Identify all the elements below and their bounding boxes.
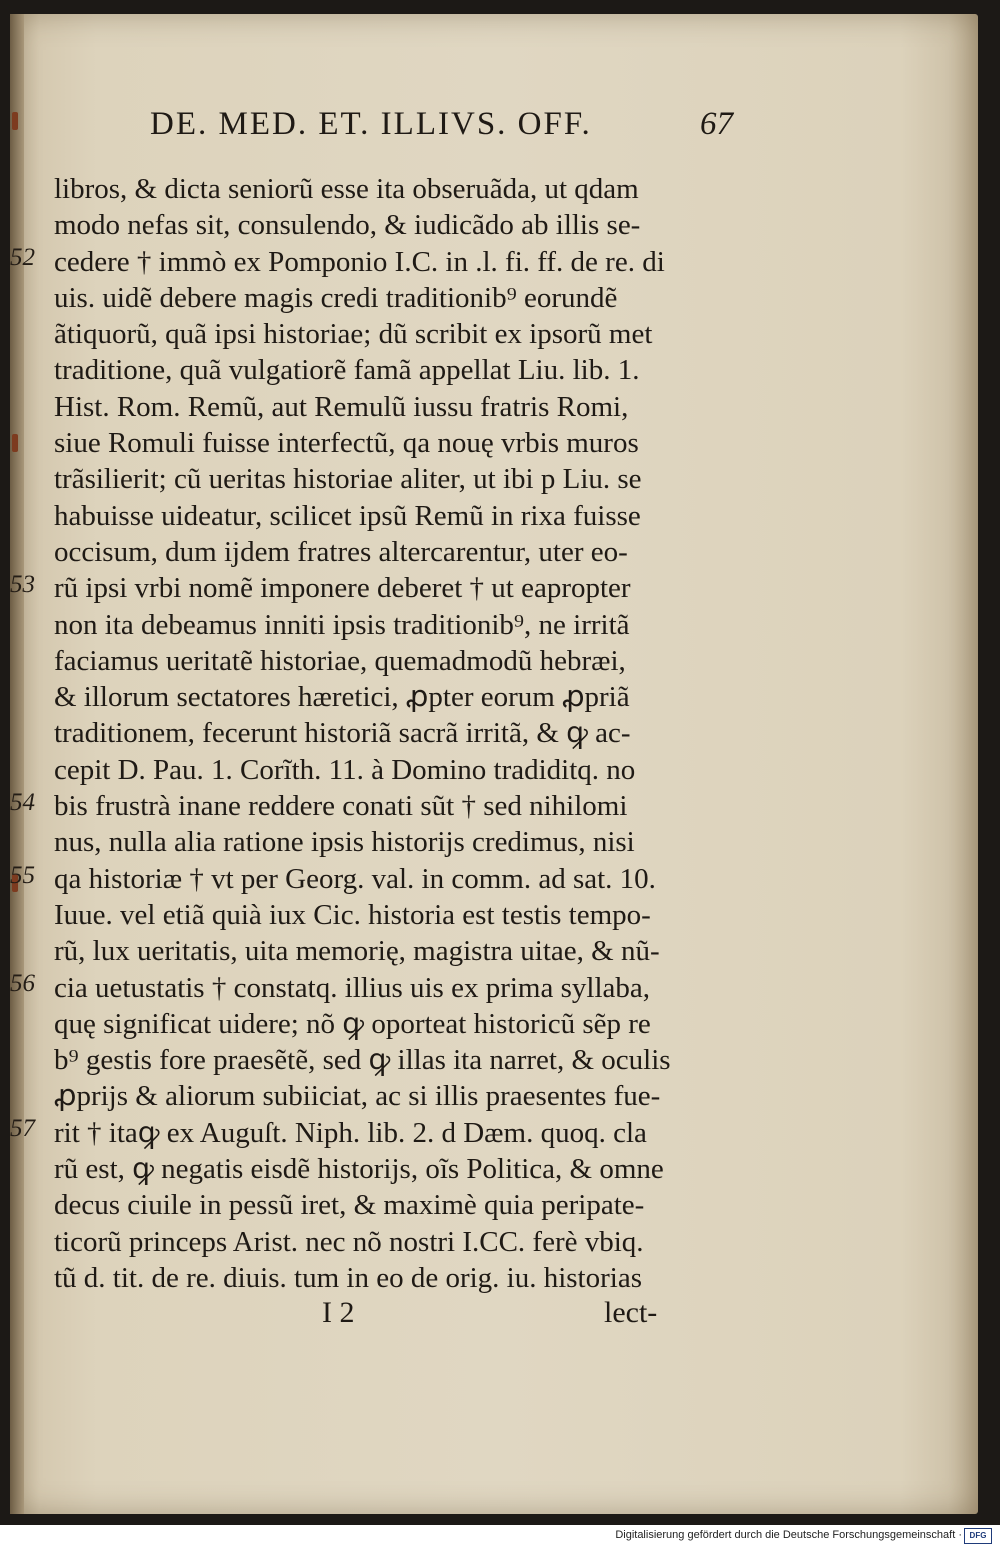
margin-number: 56 xyxy=(10,970,35,997)
text-line: rũ ipsi vrbi nomẽ imponere deberet † ut eapropter xyxy=(54,572,631,605)
text-line: qa historiæ † vt per Georg. val. in comm. ad sat. 10. xyxy=(54,862,656,895)
text-line: cedere † immò ex Pomponio I.C. in .l. fi. ff. de re. di xyxy=(54,245,665,278)
footer-bar xyxy=(0,1525,1000,1546)
text-line: occisum, dum ijdem fratres altercarentur, uter eo- xyxy=(54,535,628,568)
margin-number: 55 xyxy=(10,862,35,889)
signature-mark: I 2 xyxy=(322,1296,355,1329)
text-line: trãsilierit; cũ ueritas historiae aliter, ut ibi p Liu. se xyxy=(54,463,642,496)
text-line: rũ, lux ueritatis, uita memorię, magistra uitae, & nũ- xyxy=(54,935,660,968)
text-line: ticorũ princeps Arist. nec nõ nostri I.CC. ferè vbiq. xyxy=(54,1225,644,1258)
text-line: Iuue. vel etiã quià iux Cic. historia est testis tempo- xyxy=(54,898,651,931)
text-line: habuisse uideatur, scilicet ipsũ Remũ in rixa fuisse xyxy=(54,499,641,532)
text-line: ãtiquorũ, quã ipsi historiae; dũ scribit ex ipsorũ met xyxy=(54,318,653,351)
text-line: traditione, quã vulgatiorẽ famã appellat Liu. lib. 1. xyxy=(54,354,640,387)
book-page xyxy=(10,14,978,1514)
binding-thread xyxy=(12,434,18,452)
text-line: cepit D. Pau. 1. Corĩth. 11. à Domino tradiditq. no xyxy=(54,753,636,786)
body-text xyxy=(54,171,794,1296)
text-line: uis. uidẽ debere magis credi traditionib⁹ eorundẽ xyxy=(54,281,618,314)
binding-thread xyxy=(12,112,18,130)
text-line: faciamus ueritatẽ historiae, quemadmodũ hebræi, xyxy=(54,644,626,677)
text-line: libros, & dicta seniorũ esse ita obseruãda, ut qdam xyxy=(54,173,639,205)
text-line: non ita debeamus inniti ipsis traditionib⁹, ne irritã xyxy=(54,608,630,641)
text-line: siue Romuli fuisse interfectũ, qa nouę vrbis muros xyxy=(54,427,639,460)
text-line: traditionem, fecerunt historiã sacrã irritã, & ꝙ ac- xyxy=(54,717,631,750)
text-line: modo nefas sit, consulendo, & iudicãdo ab illis se- xyxy=(54,209,641,242)
running-head: DE. MED. ET. ILLIVS. OFF. xyxy=(150,106,592,142)
text-line: b⁹ gestis fore praesẽtẽ, sed ꝙ illas ita narret, & oculis xyxy=(54,1044,671,1077)
text-line: quę significat uidere; nõ ꝙ oporteat historicũ sẽp re xyxy=(54,1007,651,1040)
margin-number: 54 xyxy=(10,789,35,816)
text-line: & illorum sectatores hæretici, ꝓpter eorum ꝓpriã xyxy=(54,681,630,714)
catchword: lect- xyxy=(604,1296,658,1329)
margin-number: 57 xyxy=(10,1115,35,1142)
text-line: rũ est, ꝙ negatis eisdẽ historijs, oĩs Politica, & omne xyxy=(54,1153,664,1186)
margin-number: 52 xyxy=(10,244,35,271)
funding-credit: Digitalisierung gefördert durch die Deutsche Forschungsgemeinschaft · xyxy=(615,1529,962,1541)
text-line: bis frustrà inane reddere conati sũt † sed nihilomi xyxy=(54,790,628,823)
page-number: 67 xyxy=(700,106,733,142)
text-line: cia uetustatis † constatq. illius uis ex prima syllaba, xyxy=(54,971,651,1004)
text-line: ꝓprijs & aliorum subiiciat, ac si illis praesentes fue- xyxy=(54,1080,661,1113)
dfg-logo: DFG xyxy=(964,1528,992,1544)
text-line: decus ciuile in pessũ iret, & maximè quia peripate- xyxy=(54,1189,645,1222)
margin-number: 53 xyxy=(10,571,35,598)
page-binding-edge xyxy=(10,14,24,1514)
text-line: nus, nulla alia ratione ipsis historijs credimus, nisi xyxy=(54,826,635,859)
text-line: tũ d. tit. de re. diuis. tum in eo de orig. iu. historias xyxy=(54,1261,642,1294)
text-line: rit † itaꝙ ex Auguſt. Niph. lib. 2. d Dæm. quoq. cla xyxy=(54,1116,647,1149)
text-line: Hist. Rom. Remũ, aut Remulũ iussu fratris Romi, xyxy=(54,390,629,423)
